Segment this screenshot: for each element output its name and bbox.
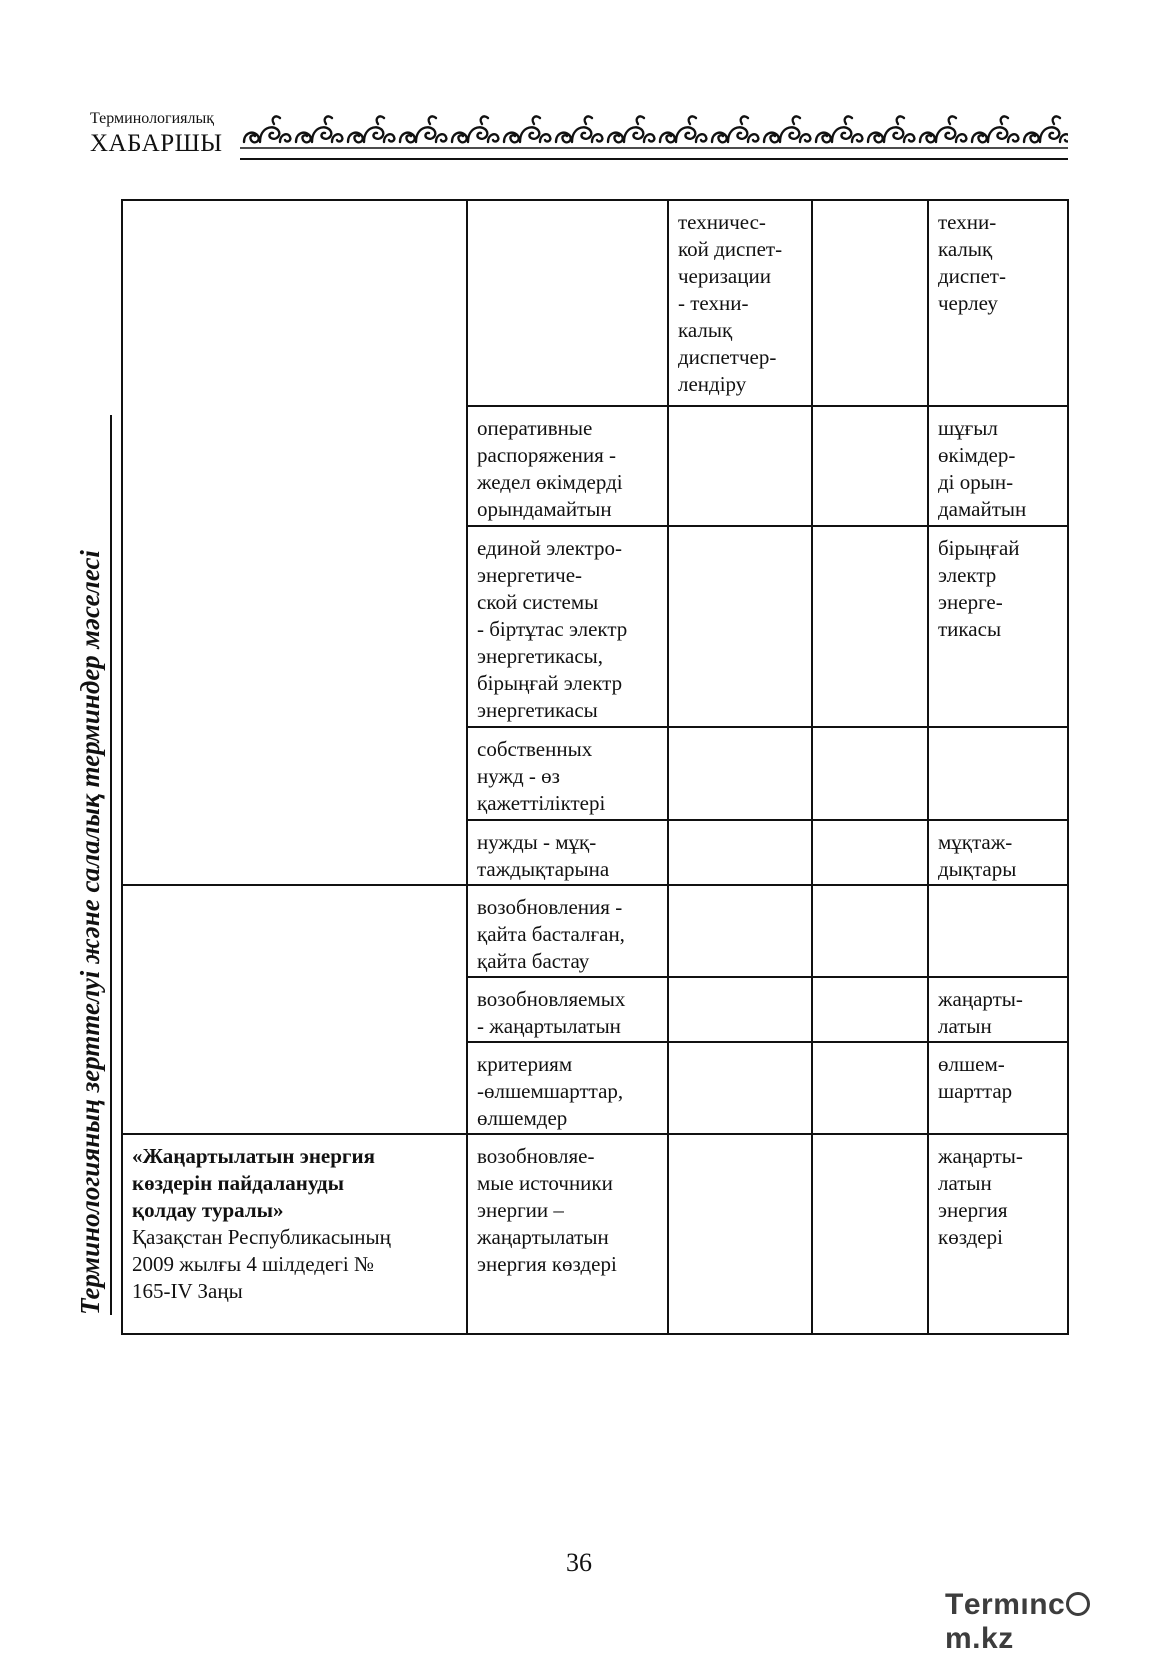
cell-col5: жаңарты- латын	[928, 977, 1068, 1042]
source-cell	[122, 1134, 467, 1334]
cell-col4	[812, 977, 928, 1042]
cell-col3	[668, 820, 812, 885]
cell-col3: техничес- кой диспет- черизации - техни- калық диспетчер- лендіру	[668, 200, 812, 406]
cell-col3	[668, 727, 812, 819]
cell-col3	[668, 1134, 812, 1334]
cell-col2: оперативные распоряжения - жедел өкімдерді орындамайтын	[467, 406, 668, 526]
table-row	[122, 1134, 1068, 1334]
table-row	[122, 200, 1068, 406]
cell-col4	[812, 885, 928, 977]
cell-col2	[467, 200, 668, 406]
cell-col3	[668, 406, 812, 526]
cell-col3	[668, 885, 812, 977]
terms-table	[121, 199, 1069, 1335]
cell-col3	[668, 1042, 812, 1134]
source-cell	[122, 200, 467, 885]
cell-col5: жаңарты- латын энергия көздері	[928, 1134, 1068, 1334]
site-logo[interactable]	[945, 1588, 1158, 1656]
ornament-border	[240, 112, 1068, 158]
cell-col4	[812, 526, 928, 728]
cell-col2: нужды - мұқ- таждықтарына	[467, 820, 668, 885]
cell-col4	[812, 1134, 928, 1334]
cell-col4	[812, 200, 928, 406]
cell-col5: техни- калық диспет- черлеу	[928, 200, 1068, 406]
cell-col2: возобновляемых - жаңартылатын	[467, 977, 668, 1042]
cell-col3	[668, 977, 812, 1042]
source-cell	[122, 885, 467, 1135]
journal-header	[90, 110, 1068, 164]
logo-letter: T	[945, 1588, 964, 1621]
law-title: «Жаңартылатын энергия көздерін пайдалануды қолдау туралы»	[132, 1144, 375, 1223]
journal-title-line1: Терминологиялық	[90, 110, 215, 127]
law-reference: Қазақстан Республикасының 2009 жылғы 4 шілдедегі № 165-IV Заңы	[132, 1225, 391, 1304]
cell-col4	[812, 820, 928, 885]
cell-col5: шұғыл өкімдер- ді орын- дамайтын	[928, 406, 1068, 526]
cell-col2: возобновляе- мые источники энергии – жаңартылатын энергия көздері	[467, 1134, 668, 1334]
cell-col2: собственных нужд - өз қажеттіліктері	[467, 727, 668, 819]
cell-col2: единой электро- энергетиче- ской системы - біртұтас электр энергетикасы, бірыңғай электр энергетикасы	[467, 526, 668, 728]
logo-text-mid: ermınc	[963, 1588, 1066, 1621]
cell-col2: возобновления - қайта басталған, қайта бастау	[467, 885, 668, 977]
cell-col5: мұқтаж- дықтары	[928, 820, 1068, 885]
cell-col4	[812, 727, 928, 819]
cell-col3	[668, 526, 812, 728]
cell-col2: критериям -өлшемшарттар, өлшемдер	[467, 1042, 668, 1134]
cell-col5: өлшем- шарттар	[928, 1042, 1068, 1134]
header-rule	[240, 158, 1068, 160]
page-number: 36	[566, 1548, 592, 1577]
cell-col4	[812, 1042, 928, 1134]
logo-text-suffix: m.kz	[945, 1622, 1014, 1655]
cell-col5: бірыңғай электр энерге- тикасы	[928, 526, 1068, 728]
cell-col4	[812, 406, 928, 526]
journal-title-line2: ХАБАРШЫ	[90, 130, 223, 157]
logo-o-icon	[1066, 1592, 1090, 1616]
cell-col5	[928, 727, 1068, 819]
cell-col5	[928, 885, 1068, 977]
table-row	[122, 885, 1068, 977]
section-side-title: Терминологияның зерттелуі және салалық терминдер мәселесі	[72, 415, 112, 1315]
